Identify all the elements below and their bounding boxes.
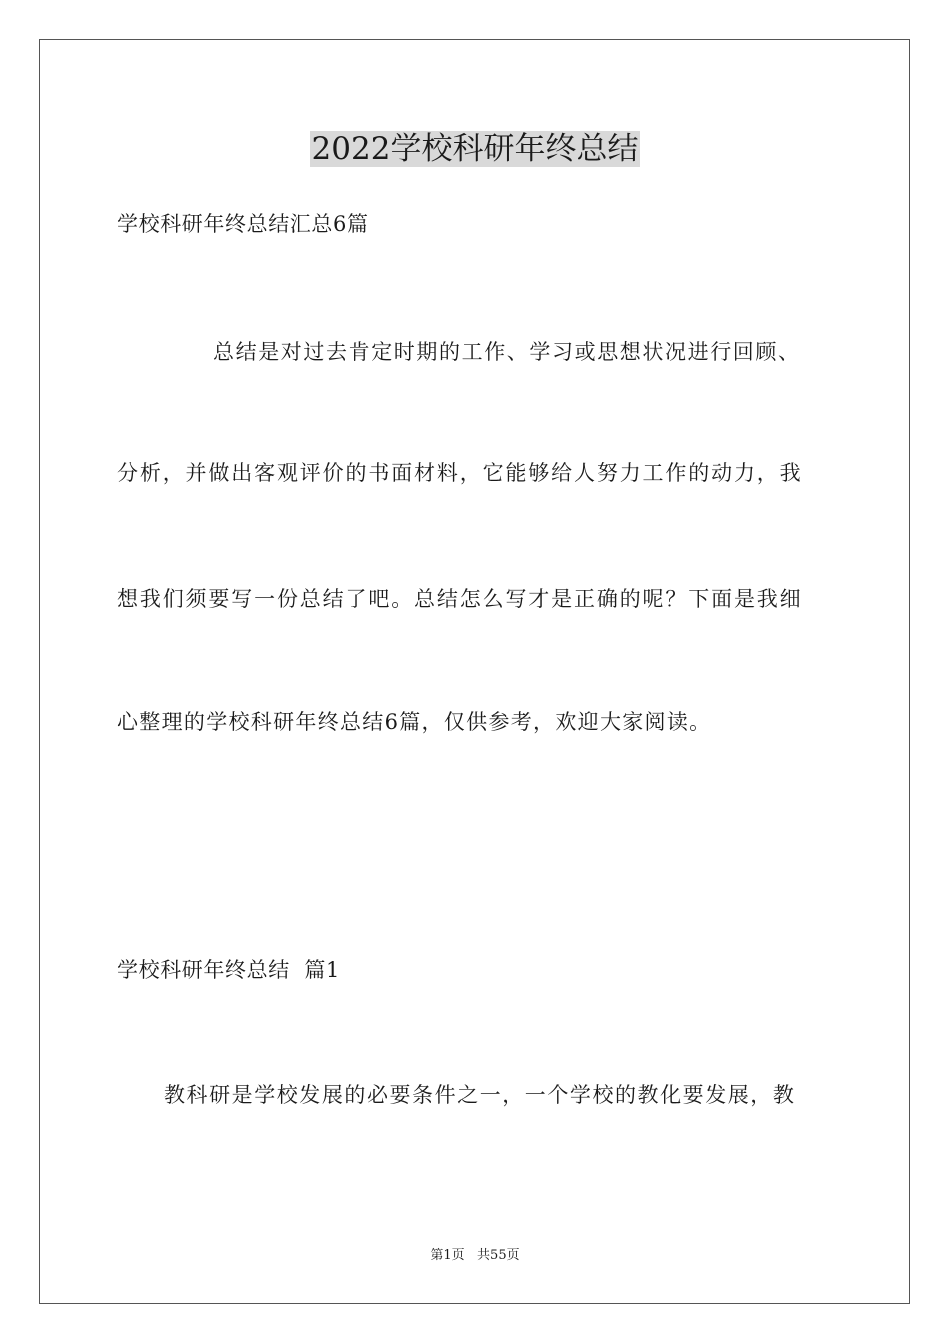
document-title: [0, 128, 950, 170]
page-footer: [0, 1247, 950, 1265]
section-heading: 学校科研年终总结 篇1: [117, 958, 340, 982]
document-title-text: 2022学校科研年终总结: [311, 131, 639, 167]
section-paragraph-line-1: 教科研是学校发展的必要条件之一，一个学校的教化要发展，教: [164, 1083, 796, 1107]
intro-paragraph-line-2: 分析，并做出客观评价的书面材料，它能够给人努力工作的动力，我: [117, 461, 803, 485]
intro-paragraph-line-3: 想我们须要写一份总结了吧。总结怎么写才是正确的呢？下面是我细: [117, 587, 803, 611]
document-subtitle: 学校科研年终总结汇总6篇: [117, 212, 369, 236]
page-number-info: 第1页 共55页: [430, 1248, 520, 1263]
intro-paragraph-line-4: 心整理的学校科研年终总结6篇，仅供参考，欢迎大家阅读。: [117, 710, 712, 734]
intro-paragraph-line-1: 总结是对过去肯定时期的工作、学习或思想状况进行回顾、: [213, 340, 801, 364]
